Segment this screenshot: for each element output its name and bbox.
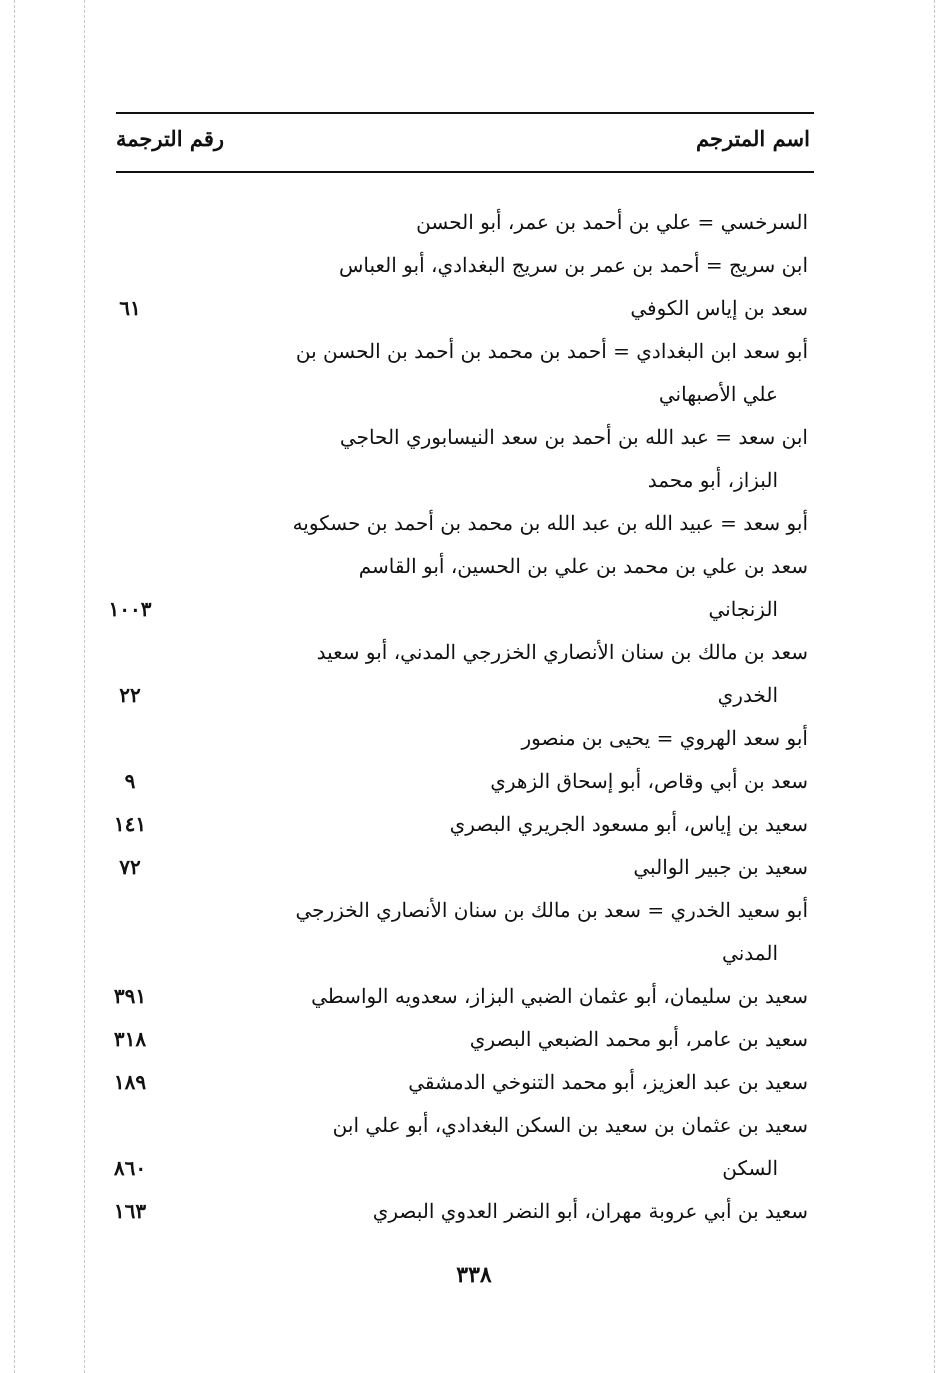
entry-number: ١٨٩	[113, 1070, 147, 1094]
entry-name: الزنجاني	[708, 597, 778, 621]
entry-name: ابن سريج = أحمد بن عمر بن سريج البغدادي، أبو العباس	[338, 253, 808, 277]
list-item	[0, 632, 948, 674]
list-item	[0, 847, 948, 889]
list-item	[0, 890, 948, 932]
list-item	[0, 288, 948, 330]
entry-name: سعيد بن سليمان، أبو عثمان الضبي البزاز، سعدويه الواسطي	[311, 984, 808, 1008]
list-item	[0, 1062, 948, 1104]
entry-name: سعد بن مالك بن سنان الأنصاري الخزرجي المدني، أبو سعيد	[316, 640, 808, 664]
column-header-number: رقم الترجمة	[116, 126, 225, 151]
entry-name: ابن سعد = عبد الله بن أحمد بن سعد النيسابوري الحاجي	[339, 425, 808, 449]
entry-number: ٩	[124, 769, 136, 793]
entry-name: الخدري	[717, 683, 778, 707]
entry-name: سعد بن إياس الكوفي	[630, 296, 808, 320]
entry-number: ٣١٨	[113, 1027, 147, 1051]
entry-name: البزاز، أبو محمد	[647, 468, 778, 492]
entry-name: أبو سعد ابن البغدادي = أحمد بن محمد بن أحمد بن الحسن بن	[295, 339, 808, 363]
list-item	[0, 1019, 948, 1061]
entry-name: السرخسي = علي بن أحمد بن عمر، أبو الحسن	[416, 210, 808, 234]
list-item	[0, 245, 948, 287]
list-item	[0, 976, 948, 1018]
entry-name: سعيد بن جبير الوالبي	[633, 855, 808, 879]
page-number: ٣٣٨	[456, 1262, 492, 1288]
entry-name: سعد بن علي بن محمد بن علي بن الحسين، أبو القاسم	[358, 554, 808, 578]
list-item	[0, 718, 948, 760]
entry-name: أبو سعد الهروي = يحيى بن منصور	[521, 726, 808, 750]
entry-name: أبو سعد = عبيد الله بن عبد الله بن محمد بن أحمد بن حسكويه	[292, 511, 808, 535]
entry-number: ١٤١	[113, 812, 147, 836]
entry-number: ١٠٠٣	[108, 597, 152, 621]
list-item	[0, 331, 948, 373]
list-item	[0, 1148, 948, 1190]
entry-name: سعيد بن عثمان بن سعيد بن السكن البغدادي، أبو علي ابن	[332, 1113, 808, 1137]
list-item	[0, 1105, 948, 1147]
list-item	[0, 374, 948, 416]
entry-number: ٧٢	[119, 855, 141, 879]
list-item	[0, 202, 948, 244]
column-header-name: اسم المترجم	[696, 126, 810, 151]
list-item	[0, 761, 948, 803]
list-item	[0, 1191, 948, 1233]
list-item	[0, 804, 948, 846]
entry-number: ٢٢	[119, 683, 141, 707]
entry-number: ٨٦٠	[113, 1156, 147, 1180]
entry-name: أبو سعيد الخدري = سعد بن مالك بن سنان الأنصاري الخزرجي	[295, 898, 808, 922]
list-item	[0, 933, 948, 975]
entry-name: سعيد بن أبي عروبة مهران، أبو النضر العدوي البصري	[372, 1199, 808, 1223]
entry-number: ٣٩١	[113, 984, 147, 1008]
list-item	[0, 546, 948, 588]
entry-number: ٦١	[119, 296, 141, 320]
list-item	[0, 503, 948, 545]
entry-name: السكن	[722, 1156, 778, 1180]
list-item	[0, 589, 948, 631]
entry-name: علي الأصبهاني	[658, 382, 778, 406]
list-item	[0, 460, 948, 502]
entry-name: سعيد بن عبد العزيز، أبو محمد التنوخي الدمشقي	[408, 1070, 808, 1094]
entry-name: المدني	[722, 941, 778, 965]
list-item	[0, 675, 948, 717]
entry-number: ١٦٣	[113, 1199, 147, 1223]
entry-name: سعيد بن إياس، أبو مسعود الجريري البصري	[449, 812, 808, 836]
list-item	[0, 417, 948, 459]
entry-name: سعيد بن عامر، أبو محمد الضبعي البصري	[469, 1027, 808, 1051]
entry-name: سعد بن أبي وقاص، أبو إسحاق الزهري	[490, 769, 808, 793]
